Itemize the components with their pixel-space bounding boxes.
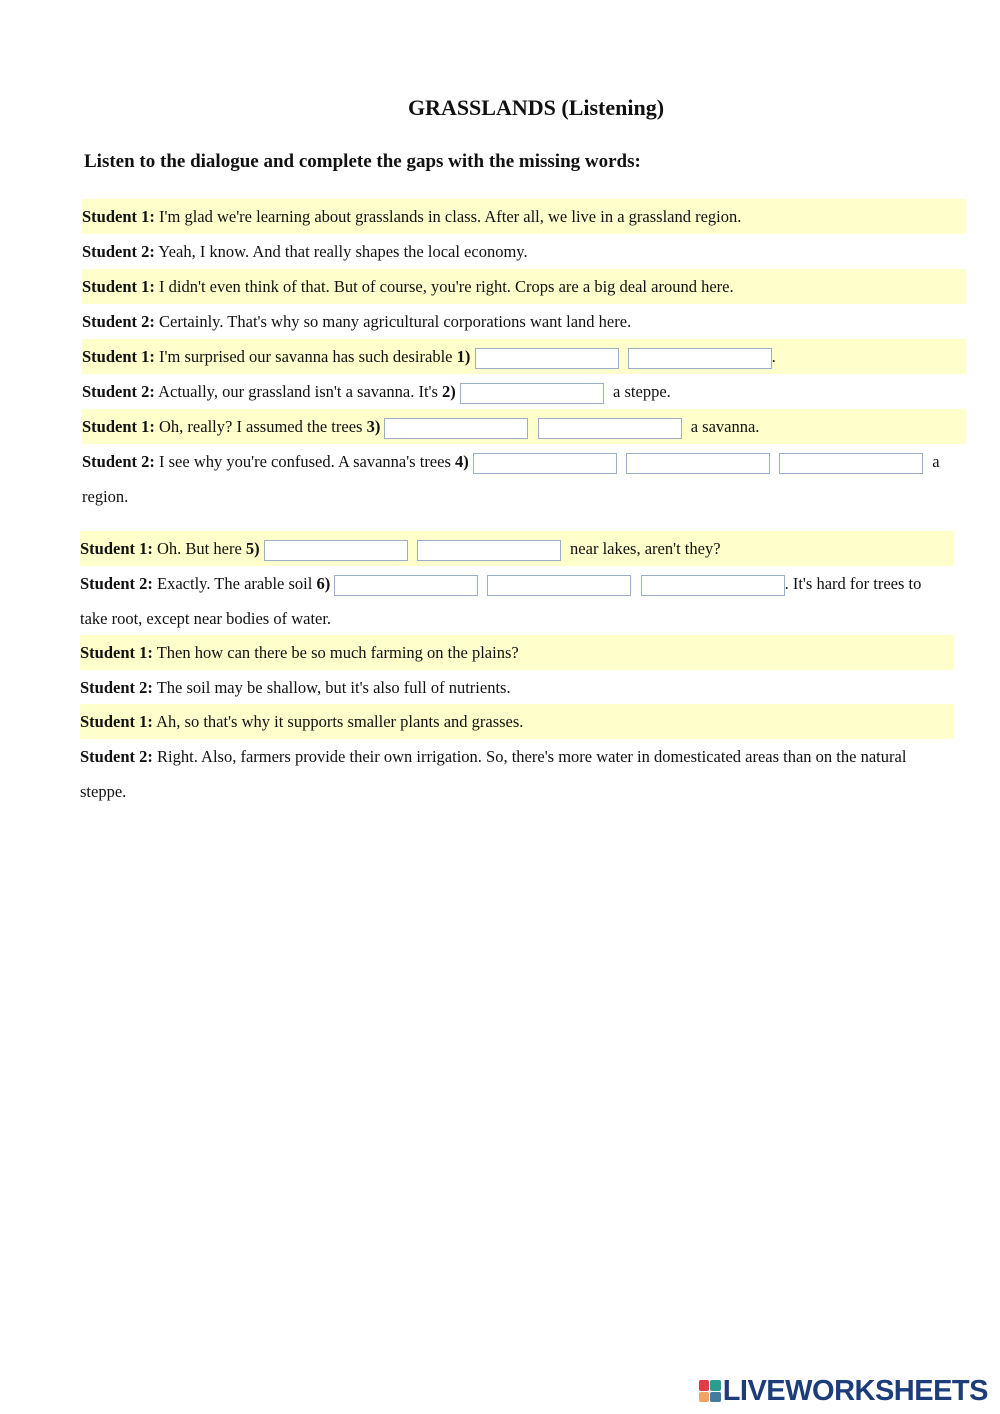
line-text: The soil may be shallow, but it's also full of nutrients. bbox=[156, 678, 511, 697]
dialogue-line bbox=[82, 304, 966, 339]
line-text-after: a savanna. bbox=[690, 417, 760, 436]
speaker-label: Student 1: bbox=[82, 207, 155, 226]
logo-square bbox=[699, 1392, 710, 1403]
line-text: Certainly. That's why so many agricultural corporations want land here. bbox=[159, 312, 632, 331]
speaker-label: Student 1: bbox=[80, 643, 153, 662]
answer-input-6a[interactable] bbox=[334, 575, 478, 596]
line-text: steppe. bbox=[80, 782, 127, 801]
speaker-label: Student 2: bbox=[82, 312, 155, 331]
line-text: I'm surprised our savanna has such desirable bbox=[159, 347, 453, 366]
dialogue-line bbox=[80, 531, 954, 566]
dialogue-line bbox=[80, 566, 954, 601]
speaker-label: Student 1: bbox=[82, 347, 155, 366]
line-text-after: a steppe. bbox=[613, 382, 671, 401]
dialogue-line bbox=[82, 339, 966, 374]
logo-square bbox=[699, 1380, 710, 1391]
answer-input-1b[interactable] bbox=[628, 348, 772, 369]
line-text: region. bbox=[82, 487, 129, 506]
brand-text: LIVEWORKSHEETS bbox=[722, 1374, 988, 1407]
page-title: GRASSLANDS (Listening) bbox=[407, 95, 665, 120]
answer-input-4c[interactable] bbox=[779, 453, 923, 474]
line-text: take root, except near bodies of water. bbox=[80, 609, 332, 628]
line-text: I'm glad we're learning about grasslands in class. After all, we live in a grassland region. bbox=[159, 207, 742, 226]
logo-square bbox=[710, 1392, 721, 1403]
answer-input-4b[interactable] bbox=[626, 453, 770, 474]
line-text: Ah, so that's why it supports smaller plants and grasses. bbox=[156, 712, 524, 731]
line-text: Exactly. The arable soil bbox=[157, 574, 313, 593]
gap-number: 6) bbox=[316, 574, 331, 593]
line-text: Yeah, I know. And that really shapes the local economy. bbox=[158, 242, 528, 261]
dialogue-line bbox=[80, 635, 954, 670]
speaker-label: Student 1: bbox=[80, 712, 153, 731]
gap-number: 2) bbox=[442, 382, 456, 401]
line-text: Oh, really? I assumed the trees bbox=[159, 417, 363, 436]
dialogue-line bbox=[80, 739, 954, 774]
dialogue-line bbox=[82, 374, 966, 409]
speaker-label: Student 2: bbox=[80, 574, 153, 593]
answer-input-3b[interactable] bbox=[538, 418, 682, 439]
gap-number: 3) bbox=[366, 417, 381, 436]
speaker-label: Student 2: bbox=[82, 382, 155, 401]
dialogue-line bbox=[82, 199, 966, 234]
dialogue-line bbox=[80, 670, 954, 705]
speaker-label: Student 2: bbox=[82, 452, 155, 471]
speaker-label: Student 2: bbox=[80, 678, 153, 697]
line-text: Then how can there be so much farming on the plains? bbox=[156, 643, 519, 662]
line-text: Oh. But here bbox=[157, 539, 242, 558]
gap-number: 5) bbox=[245, 539, 260, 558]
line-text-after: a bbox=[932, 452, 940, 471]
gap-number: 1) bbox=[456, 347, 471, 366]
line-text-after: . It's hard for trees to bbox=[784, 574, 922, 593]
dialogue-line-continuation bbox=[80, 774, 954, 809]
dialogue-line-continuation bbox=[82, 479, 966, 514]
line-text-after: . bbox=[771, 347, 776, 366]
speaker-label: Student 1: bbox=[80, 539, 153, 558]
line-text: Right. Also, farmers provide their own irrigation. So, there's more water in domesticated areas than on the natural bbox=[157, 747, 907, 766]
answer-input-4a[interactable] bbox=[473, 453, 617, 474]
answer-input-5a[interactable] bbox=[264, 540, 408, 561]
answer-input-5b[interactable] bbox=[417, 540, 561, 561]
answer-input-1a[interactable] bbox=[475, 348, 619, 369]
answer-input-6c[interactable] bbox=[641, 575, 785, 596]
liveworksheets-logo-icon bbox=[699, 1380, 721, 1402]
instructions: Listen to the dialogue and complete the gaps with the missing words: bbox=[84, 151, 641, 172]
dialogue-line bbox=[82, 409, 966, 444]
line-text-after: near lakes, aren't they? bbox=[570, 539, 721, 558]
speaker-label: Student 2: bbox=[80, 747, 153, 766]
gap-number: 4) bbox=[455, 452, 469, 471]
line-text: Actually, our grassland isn't a savanna. It's bbox=[158, 382, 438, 401]
speaker-label: Student 1: bbox=[82, 277, 155, 296]
dialogue-line bbox=[82, 269, 966, 304]
speaker-label: Student 2: bbox=[82, 242, 155, 261]
logo-square bbox=[710, 1380, 721, 1391]
answer-input-3a[interactable] bbox=[384, 418, 528, 439]
line-text: I didn't even think of that. But of course, you're right. Crops are a big deal around here. bbox=[159, 277, 734, 296]
speaker-label: Student 1: bbox=[82, 417, 155, 436]
answer-input-2a[interactable] bbox=[460, 383, 604, 404]
dialogue-line bbox=[80, 704, 954, 739]
answer-input-6b[interactable] bbox=[487, 575, 631, 596]
dialogue-line bbox=[82, 444, 966, 479]
liveworksheets-brand bbox=[699, 1376, 988, 1406]
line-text: I see why you're confused. A savanna's trees bbox=[159, 452, 451, 471]
dialogue-line-continuation bbox=[80, 601, 954, 636]
dialogue-line bbox=[82, 234, 966, 269]
